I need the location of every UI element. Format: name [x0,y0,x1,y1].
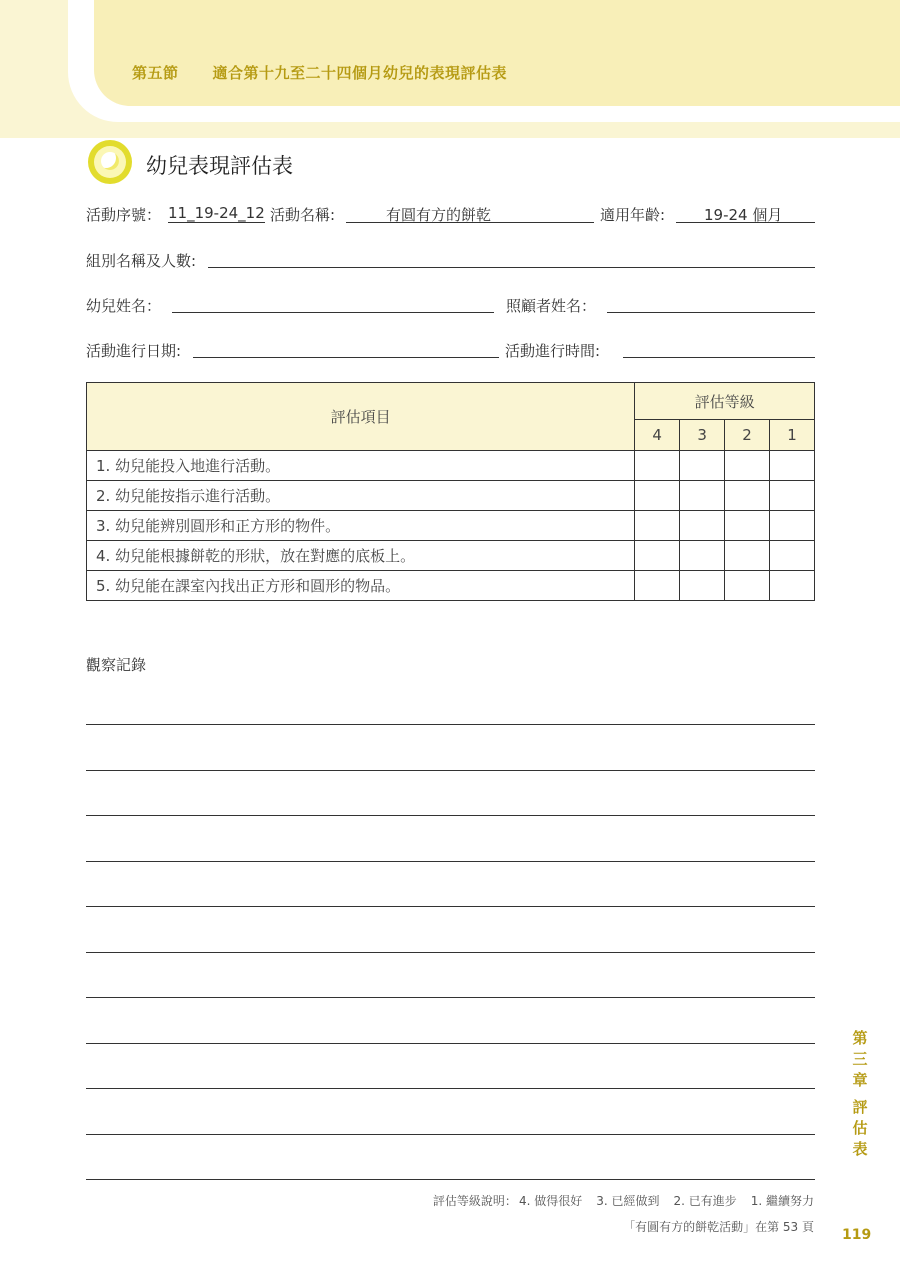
grade-1-header: 1 [770,420,815,451]
legend-grade-2: 2. 已有進步 [673,1194,737,1208]
page-title: 幼兒表現評估表 [146,154,293,178]
grade-cell[interactable] [680,511,725,541]
grade-cell[interactable] [635,511,680,541]
observation-line[interactable] [86,952,815,953]
grade-2-header: 2 [725,420,770,451]
section-title: 適合第十九至二十四個月幼兒的表現評估表 [212,64,508,82]
activity-reference: 「有圓有方的餅乾活動」在第 53 頁 [623,1220,814,1234]
legend-grade-3: 3. 已經做到 [596,1194,660,1208]
observation-line[interactable] [86,861,815,862]
grade-4-header: 4 [635,420,680,451]
caregiver-field[interactable] [607,312,815,313]
grade-cell[interactable] [635,571,680,601]
item-text: 2. 幼兒能按指示進行活動。 [87,481,635,511]
grade-cell[interactable] [680,541,725,571]
table-row [87,511,815,541]
header-tab [94,0,900,106]
grade-legend [433,1192,814,1209]
observation-line[interactable] [86,1043,815,1044]
grade-cell[interactable] [725,541,770,571]
activity-number-label: 活動序號： [86,206,162,224]
date-label: 活動進行日期: [86,342,182,360]
age-value: 19-24 個月 [704,206,783,224]
time-field[interactable] [623,357,815,358]
grade-cell[interactable] [770,511,815,541]
grade-cell[interactable] [635,451,680,481]
activity-name-value: 有圓有方的餅乾 [386,206,492,224]
table-row [87,571,815,601]
child-name-label: 幼兒姓名： [86,297,162,315]
date-field[interactable] [193,357,499,358]
item-header: 評估項目 [87,383,635,451]
table-row [87,481,815,511]
item-text: 3. 幼兒能辨別圓形和正方形的物件。 [87,511,635,541]
grade-cell[interactable] [635,541,680,571]
group-label: 組別名稱及人數: [86,252,197,270]
age-label: 適用年齡: [600,206,666,224]
item-text: 1. 幼兒能投入地進行活動。 [87,451,635,481]
activity-name-label: 活動名稱: [270,206,336,224]
grade-cell[interactable] [725,451,770,481]
caregiver-label: 照顧者姓名： [506,297,597,315]
item-text: 5. 幼兒能在課室內找出正方形和圓形的物品。 [87,571,635,601]
circle-logo-icon [88,140,132,184]
legend-grade-4: 4. 做得很好 [518,1194,583,1208]
observation-line[interactable] [86,997,815,998]
page-number: 119 [842,1227,872,1243]
grade-cell[interactable] [770,541,815,571]
grade-3-header: 3 [680,420,725,451]
grade-cell[interactable] [680,481,725,511]
grade-cell[interactable] [725,481,770,511]
grade-cell[interactable] [680,571,725,601]
observation-label: 觀察記錄 [86,656,147,674]
grade-header: 評估等級 [635,383,815,420]
grade-cell[interactable] [770,451,815,481]
child-name-field[interactable] [172,312,494,313]
grade-cell[interactable] [725,511,770,541]
observation-line[interactable] [86,1134,815,1135]
group-field[interactable] [208,267,815,268]
side-tab-chapter: 第三章 [852,1029,868,1089]
side-tab-name: 評估表 [852,1098,868,1158]
legend-label: 評估等級說明： [432,1194,517,1208]
observation-line[interactable] [86,906,815,907]
table-row [87,451,815,481]
grade-cell[interactable] [635,481,680,511]
grade-cell[interactable] [725,571,770,601]
observation-line[interactable] [86,1179,815,1180]
table-row [87,541,815,571]
item-text: 4. 幼兒能根據餅乾的形狀，放在對應的底板上。 [87,541,635,571]
grade-cell[interactable] [770,481,815,511]
observation-line[interactable] [86,1088,815,1089]
grade-cell[interactable] [770,571,815,601]
activity-number-value: 11_19-24_12 [168,204,265,222]
section-header [132,62,541,83]
evaluation-table [86,382,815,601]
time-label: 活動進行時間: [505,342,601,360]
observation-line[interactable] [86,815,815,816]
legend-grade-1: 1. 繼續努力 [750,1194,814,1208]
grade-cell[interactable] [680,451,725,481]
section-number: 第五節 [132,64,179,82]
observation-line[interactable] [86,770,815,771]
observation-line[interactable] [86,724,815,725]
